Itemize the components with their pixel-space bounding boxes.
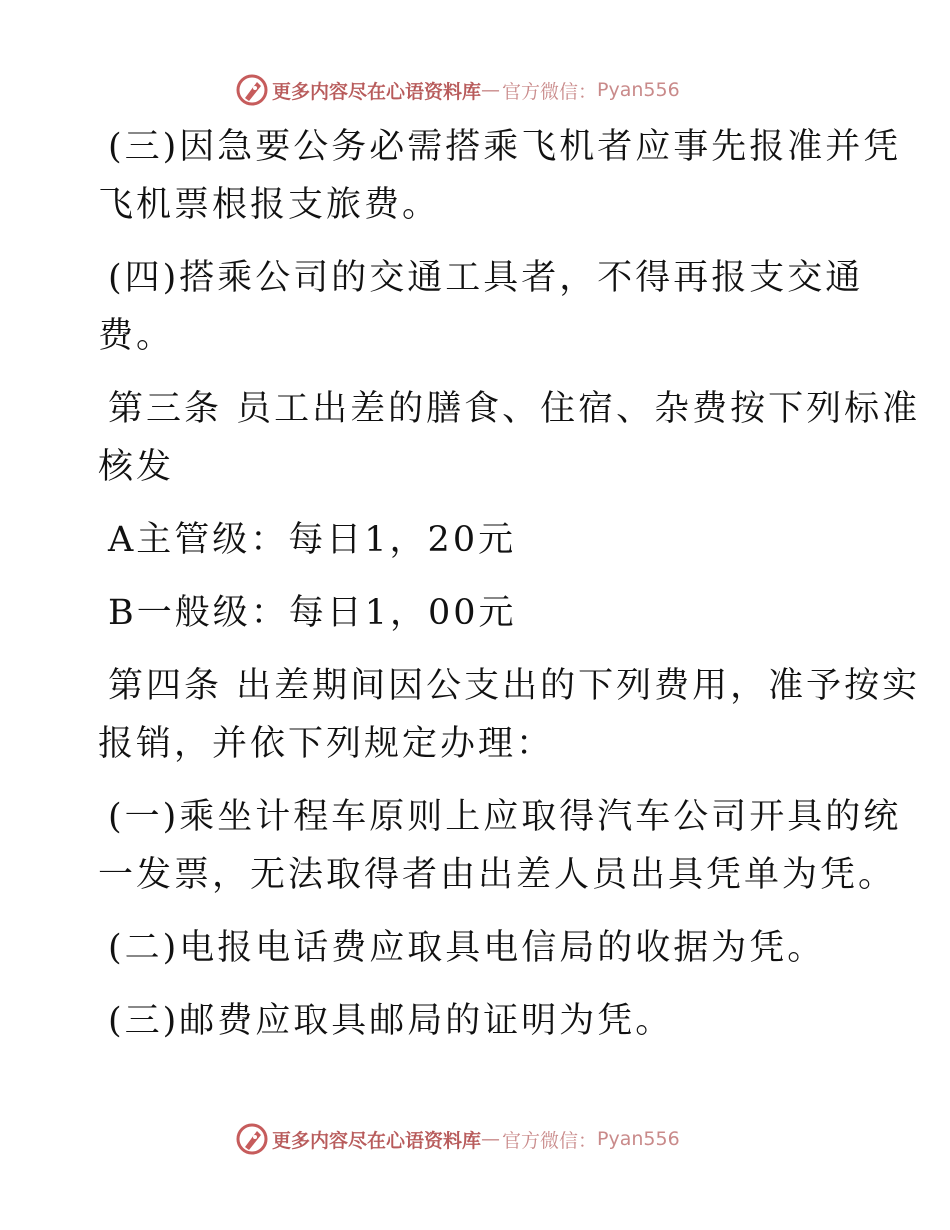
paragraph — [98, 788, 902, 904]
paragraph-line: 费。 — [98, 316, 175, 356]
paragraph — [98, 249, 864, 365]
watermark-wechat-label: 官方微信： — [502, 80, 598, 103]
watermark-site-text: 更多内容尽在心语资料库 — [272, 1129, 482, 1152]
paragraph-line: 飞机票根报支旅费。 — [98, 185, 441, 225]
watermark-wechat-id: Pyan556 — [597, 1128, 680, 1150]
document-body — [98, 118, 921, 1065]
watermark-wechat-id: Pyan556 — [597, 79, 680, 101]
paragraph-line: (三)邮费应取具邮局的证明为凭。 — [108, 1001, 674, 1041]
paragraph-line: (四)搭乘公司的交通工具者，不得再报支交通 — [108, 258, 864, 298]
pen-nib-logo-icon — [236, 1123, 268, 1155]
pen-nib-logo-icon — [236, 74, 268, 106]
paragraph-line: (一)乘坐计程车原则上应取得汽车公司开具的统 — [108, 797, 902, 837]
paragraph — [98, 657, 921, 773]
watermark-dash: — — [481, 79, 501, 101]
paragraph-line: 第三条 员工出差的膳食、住宿、杂费按下列标准 — [108, 389, 921, 429]
paragraph — [98, 992, 858, 1050]
paragraph-line: (二)电报电话费应取具电信局的收据为凭。 — [108, 928, 826, 968]
watermark-site-text: 更多内容尽在心语资料库 — [272, 80, 482, 103]
paragraph-line: 第四条 出差期间因公支出的下列费用，准予按实 — [108, 666, 921, 706]
paragraph — [98, 380, 921, 496]
paragraph-line: B一般级：每日1，00元 — [108, 593, 517, 633]
paragraph — [98, 584, 858, 642]
paragraph — [98, 511, 858, 569]
paragraph-line: A主管级：每日1，20元 — [108, 520, 517, 560]
watermark-wechat-label: 官方微信： — [502, 1129, 598, 1152]
paragraph-line: 核发 — [98, 447, 175, 487]
paragraph-line: 一发票，无法取得者由出差人员出具凭单为凭。 — [98, 855, 897, 895]
paragraph-line: 报销，并依下列规定办理： — [98, 724, 555, 764]
footer-watermark — [236, 1121, 680, 1157]
watermark-dash: — — [481, 1128, 501, 1150]
header-watermark — [236, 72, 680, 108]
paragraph — [98, 919, 858, 977]
paragraph-line: (三)因急要公务必需搭乘飞机者应事先报准并凭 — [108, 127, 902, 167]
paragraph — [98, 118, 902, 234]
